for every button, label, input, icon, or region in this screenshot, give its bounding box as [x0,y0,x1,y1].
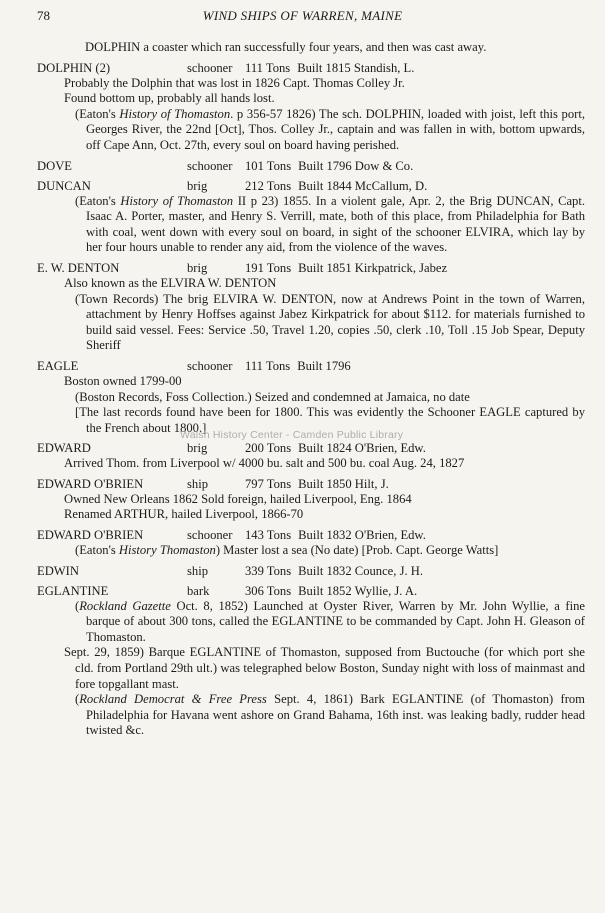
entry-editor-note: [The last records found have been for 1800. This was evidently the Schooner EAGLE captured by the French about 1800.] [75,405,585,435]
vessel-name: DOVE [37,158,72,173]
vessel-type: ship [187,476,208,491]
entry-header [37,583,585,599]
entry-header [37,476,585,492]
entry-eagle [37,358,585,436]
vessel-type: schooner [187,158,233,173]
entry-header [37,158,585,174]
entry-source-text: Sept. 29, 1859) Barque EGLANTINE of Thomaston, supposed from Buctouche (for which port she cld. from Portland 29th ult.) was telegraphed below Boston, Sunday night with loss of mainmast and fore topgallant mast. [64,645,585,691]
entry-edwin [37,563,585,579]
vessel-name: EDWARD [37,441,91,456]
entry-header [37,260,585,276]
entry-source-text: (Town Records) The brig ELVIRA W. DENTON, now at Andrews Point in the town of Warren, attachment by Henry Hoffses against Jabez Kirkpatrick for about $112. for materials furnished to build said vessel. Fees: Service .50, Travel 1.20, copies .50, clerk .10, Toll .15 Job Spear, Deputy Sheriff [75,291,585,353]
vessel-name: EGLANTINE [37,583,109,598]
entry-source-text: (Eaton's History of Thomaston. p 356-57 1826) The sch. DOLPHIN, loaded with joist, left this port, Georges River, the 22nd [Oct], Thos. Colley Jr., captain and was fallen in with, bottom upwards, off Cape Ann, Oct. 27th, every soul on board having perished. [75,106,585,152]
entry-note: Renamed ARTHUR, hailed Liverpool, 1866-70 [64,507,304,522]
entry-header [37,60,585,76]
entry-dolphin-2 [37,60,585,154]
intro-paragraph: DOLPHIN a coaster which ran successfully four years, and then was cast away. [85,40,487,54]
page-body [37,40,585,743]
vessel-built: Built 1851 Kirkpatrick, Jabez [298,260,448,275]
entry-note: Also known as the ELVIRA W. DENTON [64,275,277,290]
entry-eglantine [37,583,585,739]
vessel-name: E. W. DENTON [37,260,120,275]
vessel-name: EDWIN [37,563,79,578]
entry-source-text: (Rockland Democrat & Free Press Sept. 4, 1861) Bark EGLANTINE (of Thomaston) from Philadelphia for Havana went ashore on Grand Bahama, 16th inst. was leaking badly, rudder head twisted &c. [75,692,585,738]
vessel-name: EAGLE [37,358,79,373]
vessel-tons: 797 Tons [245,476,292,491]
entry-source-text: (Eaton's History Thomaston) Master lost a sea (No date) [Prob. Capt. George Watts] [75,543,499,558]
entry-edward [37,440,585,472]
vessel-name: DUNCAN [37,178,91,193]
vessel-built: Built 1852 Wyllie, J. A. [298,583,418,598]
page-number: 78 [37,8,50,23]
entry-duncan [37,178,585,256]
entry-source-text: (Eaton's History of Thomaston II p 23) 1855. In a violent gale, Apr. 2, the Brig DUNCAN, Capt. Isaac A. Porter, master, and Henry S. Verrill, mate, both of this place, from Philadelphia for Bath with coal, went down with every soul on board, in sight of the schooner ELVIRA, which lay by her four hours unable to render any aid, from the violence of the waves. [75,193,586,255]
vessel-tons: 306 Tons [245,583,292,598]
vessel-type: brig [187,178,208,193]
entry-dove [37,158,585,174]
vessel-built: Built 1796 Dow & Co. [298,158,414,173]
vessel-type: brig [187,260,208,275]
vessel-name: EDWARD O'BRIEN [37,476,144,491]
vessel-type: brig [187,441,208,456]
entry-source-text: (Boston Records, Foss Collection.) Seized and condemned at Jamaica, no date [75,389,470,404]
entry-header [37,563,585,579]
entry-header [37,178,585,194]
vessel-type: schooner [187,528,233,543]
vessel-tons: 111 Tons [245,358,291,373]
vessel-tons: 212 Tons [245,178,292,193]
entry-note: Found bottom up, probably all hands lost. [64,91,275,106]
entry-edward-obrien-ship [37,476,585,523]
vessel-built: Built 1832 Counce, J. H. [298,563,424,578]
entry-note: Boston owned 1799-00 [64,373,182,388]
library-watermark: Walsh History Center - Camden Public Library [180,429,404,441]
vessel-type: schooner [187,60,233,75]
vessel-name: DOLPHIN (2) [37,60,111,75]
vessel-built: Built 1796 [297,358,351,373]
vessel-tons: 191 Tons [245,260,292,275]
entry-source-text: (Rockland Gazette Oct. 8, 1852) Launched at Oyster River, Warren by Mr. John Wyllie, a fine barque of about 300 tons, called the EGLANTINE to be commanded by Capt. John H. Gleason of Thomaston. [75,598,585,644]
vessel-built: Built 1824 O'Brien, Edw. [298,441,426,456]
entry-edward-obrien-schooner [37,527,585,559]
vessel-built: Built 1850 Hilt, J. [298,476,389,491]
vessel-tons: 143 Tons [245,528,292,543]
vessel-built: Built 1815 Standish, L. [297,60,415,75]
vessel-tons: 200 Tons [245,441,292,456]
running-title: WIND SHIPS OF WARREN, MAINE [202,8,403,23]
vessel-built: Built 1832 O'Brien, Edw. [298,528,426,543]
vessel-name: EDWARD O'BRIEN [37,528,144,543]
entry-header [37,358,585,374]
vessel-tons: 101 Tons [245,158,292,173]
entry-note: Arrived Thom. from Liverpool w/ 4000 bu. salt and 500 bu. coal Aug. 24, 1827 [64,456,465,471]
entry-header [37,527,585,543]
vessel-tons: 111 Tons [245,60,291,75]
vessel-tons: 339 Tons [245,563,292,578]
entry-note: Owned New Orleans 1862 Sold foreign, hailed Liverpool, Eng. 1864 [64,491,412,506]
vessel-type: schooner [187,358,233,373]
entry-ew-denton [37,260,585,354]
entry-note: Probably the Dolphin that was lost in 1826 Capt. Thomas Colley Jr. [64,75,405,90]
vessel-built: Built 1844 McCallum, D. [298,178,428,193]
vessel-type: ship [187,563,208,578]
vessel-type: bark [187,583,210,598]
